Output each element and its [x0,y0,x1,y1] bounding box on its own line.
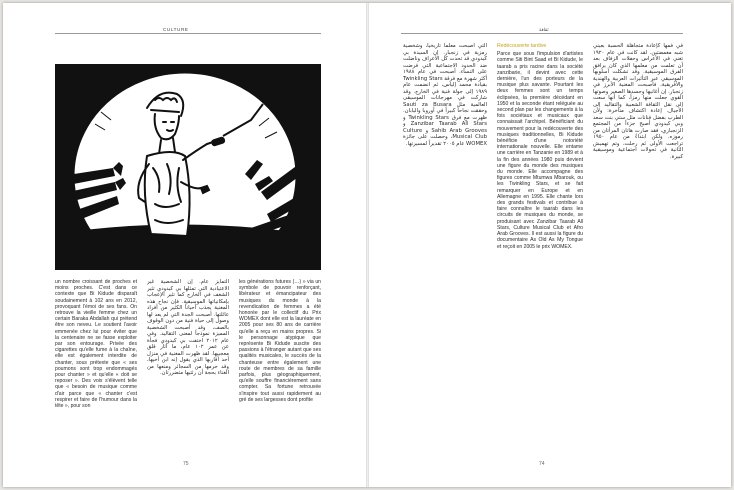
singer-illustration [55,64,321,270]
singer-with-microphone-illustration-icon [55,64,321,270]
section-heading: Redécouverte tardive [497,43,547,49]
running-head-rule-right [401,33,683,34]
page-number-left: 75 [183,461,189,467]
paragraph: التمايز عام. إن الشخصية غير الاعتيادية التي تمثلها بي كيدودي تثير الشغف في الخارج كما تثير الإعجاب بإمكانياتها الموسيقية. فإن نجاح هذه المغنية يجذب أحياناً الكثير من أفراد عائلتها. أصبحت الجدة التي لم يعد لها وصول إلى حياة فنية من دون الوقوف بالصف، وقد أصبحت الشخصية المميزة نموذجاً لمعنى التقاليد. وفي عام ٢٠١٢ اختفت بي كيدودي فجأة عن عمر ١٠٢ عام، ما أثار قلق معجبيها. لقد ظهرت المغنية في منزل أحد أقاربها الذي يقول إنه ابن أخيها، وقد حرمها من السجائر ومنعها من الغناء بحجة أن رئتيها متضررتان. [147,279,229,376]
left-french-column-2 [239,279,321,455]
running-head-left: CULTURE [163,27,189,32]
right-arabic-column-2 [593,43,683,455]
paragraph: في فمها كإعادة متجاهلة الحسبة بعيني شبه مغمضتين. لقد كانت في عام ١٩٢٠ تغني في الأعراس وحفلات الزفاف بعد أن تعلمت من معلمها الذي كان يرافق الفرق الموسيقية. وقد تشكلت أسلوبها الموسيقي عبر التأثيرات العربية والهندية والأفريقية، فأصبحت المغنية الأبرز في زنجبار. إن أغانيها وجسدها الصغير وصوتها القوي جعلت منها رمزاً، كما أنها سعت إلى نقل الثقافة الشعبية والتقاليد إلى الأجيال. إعادة اكتشاف متأخرة: ولأن الطرب بفضل فنانات مثل ستي بنت سعد وبي كيدودي أصبح جزءاً من المجتمع الزنجباري، فقد صارت هاتان المرأتان من رموزه. ولكن ابتداءً من عام ١٩٥٠ تراجعت الأولى ثم رحلت، وتم تهميش الثانية في تحولات اجتماعية وموسيقية كبيرة. [593,43,683,160]
paragraph: les générations futures (…) » via un symbole de pouvoir renforçant, libérateur et émancipateur des musiques du monde à la revendication de femmes a été honorée par le collectif du Prix WOMEX dont elle est la lauréate en 2005 pour ses 80 ans de carrière qu'elle a reçu en mains propres. Si le personnage atypique que représente Bi Kidude suscite des passions à l'étranger autant que ses qualités musicales, le succès de la chanteuse entre également une route de membres de sa famille parfois, plus géographiquement, qu'elle souffre financièrement sans compter. Sa fortune retrouvée s'inspire tout aussi rapidement au gré de ses largesses dont profite [239,279,321,403]
paragraph: Parce que sous l'impulsion d'artistes comme Siti Bint Saad et Bi Kidude, le taarab a pris racine dans la société zanzibarie, il devint avec cette dernière, l'un des porteurs de la musique plus savante. Pourtant les deux femmes sont un temps éclipsées, la première décédant en 1950 et la seconde étant reléguée au second plan par les changements à la fois sociétaux et musicaux que connaissait l'archipel. Bénéficiant du mouvement pour la redécouverte des musiques traditionnelles, Bi Kidude bénéficie d'une notoriété internationale nouvelle. Elle entame une carrière en Tanzanie en 1989 et à la fin des années 1980 puis devient une figure du monde des musiques du monde. Elle accompagne des figures comme Mtumwa Mbarouk, ou les Twinkling Stars, et se fait remarquer en Europe et en Allemagne en 1995. Elle chante lors des grands festivals et contribue à faire connaître le taarab dans les circuits de musiques du monde, se produisant avec Zanzibar Taarab All Stars, Culture Musical Club et Afro Arab Grooves. Il est aussi la figure du documentaire As Old As My Tongue et reçoit en 2005 le prix WOMEX. [497,51,583,250]
running-head-right: ثقافة [539,27,549,32]
right-arabic-column-1 [403,43,487,455]
page-number-right: 74 [539,461,545,467]
paragraph: un nombre croissant de proches et moins proches. C'est dans ce contexte que Bi Kidude disparaît soudainement à 102 ans en 2012, provoquant l'émoi de ses fans. On retrouve la vieille femme chez un certain Baraka Abdallah qui prétend être son neveu. Le soutient l'avoir emmenée chez lui pour éviter que la centenaire ne se fasse exploiter par son entourage. Privée des cigarettes qu'elle fume à la chaîne, elle est également interdite de chanter, sous prétexte que « ses poumons sont trop endommagés pour chanter » et qu'elle « doit se reposer ». Des voix s'élèvent telle que « besoin de musique comme d'air parce que « chanter c'est respirer et faire de l'humour dans la tête », pour son [55,279,137,410]
magazine-spread [3,3,731,487]
right-french-column [497,43,583,455]
left-french-column-1 [55,279,137,455]
book-gutter [366,3,369,487]
running-head-rule-left [55,33,321,34]
paragraph: التي أصبحت معلماً تاريخياً، وشخصية رمزية في زنجبار. إن السيدة بي كيدودي قد تحدت كل الأعراف وناضلت ضد الحدود الاجتماعية التي فرضت على النساء. أصبحت في عام ١٩٨٨ أكثر شهرة مع فرقة Twinkling Stars بقيادة محمد إلياس، ثم انضمت عام ١٩٨٩ إلى جولة فنية في الخارج. وقد شاركت في مهرجانات الموسيقى العالمية مثل Sauti za Busara وحققت نجاحاً كبيراً في أوروبا واليابان. ظهرت مع فرق Twinkling Stars و Zanzibar Taarab All Stars و Sahib Arab Grooves و Culture Musical Club، وحصلت على جائزة WOMEX عام ٢٠٠٥ تقديراً لمسيرتها. [403,43,487,147]
left-arabic-column [147,279,229,455]
